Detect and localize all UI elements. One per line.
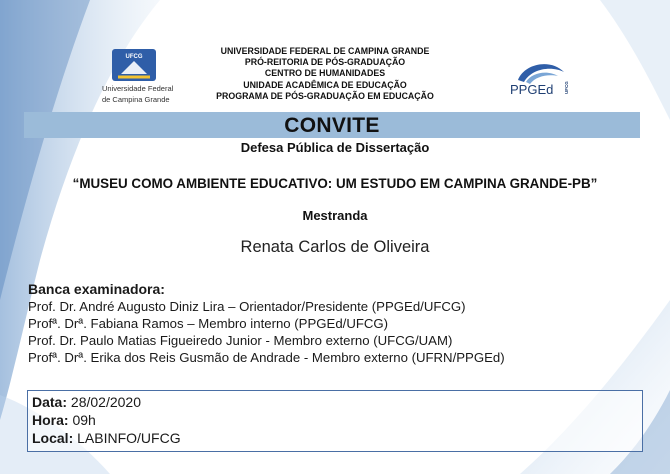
time-value: 09h xyxy=(72,412,96,428)
program-logo-side-text: UFCG xyxy=(564,81,569,94)
program-logo xyxy=(506,60,576,100)
university-logo-badge: UFCG xyxy=(125,54,143,60)
time-label: Hora: xyxy=(32,412,69,428)
event-details-box xyxy=(27,390,643,452)
institution-header xyxy=(190,46,460,102)
invitation-banner xyxy=(24,112,640,138)
board-member: Profª. Drª. Fabiana Ramos – Membro interno (PPGEd/UFCG) xyxy=(28,316,389,331)
program-logo-text: PPGEd xyxy=(510,82,554,97)
institution-line: UNIDADE ACADÊMICA DE EDUCAÇÃO xyxy=(243,79,407,90)
thesis-title-text: “MUSEU COMO AMBIENTE EDUCATIVO: UM ESTUDO EM CAMPINA GRANDE-PB” xyxy=(72,176,598,191)
examining-board xyxy=(28,281,628,366)
university-logo xyxy=(102,48,174,104)
student-name: Renata Carlos de Oliveira xyxy=(240,238,430,256)
student-role: Mestranda xyxy=(302,208,368,223)
institution-line: PROGRAMA DE PÓS-GRADUAÇÃO EM EDUCAÇÃO xyxy=(216,90,434,101)
board-member: Profª. Drª. Erika dos Reis Gusmão de Andrade - Membro externo (UFRN/PPGEd) xyxy=(28,350,505,365)
institution-line: CENTRO DE HUMANIDADES xyxy=(264,68,386,79)
place-value: LABINFO/UFCG xyxy=(77,430,181,446)
university-caption-line2: de Campina Grande xyxy=(102,95,170,104)
institution-line: PRÓ-REITORIA DE PÓS-GRADUAÇÃO xyxy=(244,57,406,68)
defense-subtitle: Defesa Pública de Dissertação xyxy=(240,140,430,155)
date-line xyxy=(32,394,141,410)
date-value: 28/02/2020 xyxy=(70,394,141,410)
place-label: Local: xyxy=(32,430,74,446)
thesis-title xyxy=(0,176,670,191)
time-line xyxy=(32,412,96,428)
board-heading: Banca examinadora: xyxy=(28,281,165,297)
date-label: Data: xyxy=(32,394,68,410)
place-line xyxy=(32,430,181,446)
institution-line: UNIVERSIDADE FEDERAL DE CAMPINA GRANDE xyxy=(220,46,430,56)
board-member: Prof. Dr. André Augusto Diniz Lira – Orientador/Presidente (PPGEd/UFCG) xyxy=(28,299,466,314)
board-member: Prof. Dr. Paulo Matias Figueiredo Junior - Membro externo (UFCG/UAM) xyxy=(28,333,453,348)
university-caption-line1: Universidade Federal xyxy=(102,84,174,93)
banner-title: CONVITE xyxy=(284,114,380,137)
university-crest-icon xyxy=(111,48,157,82)
